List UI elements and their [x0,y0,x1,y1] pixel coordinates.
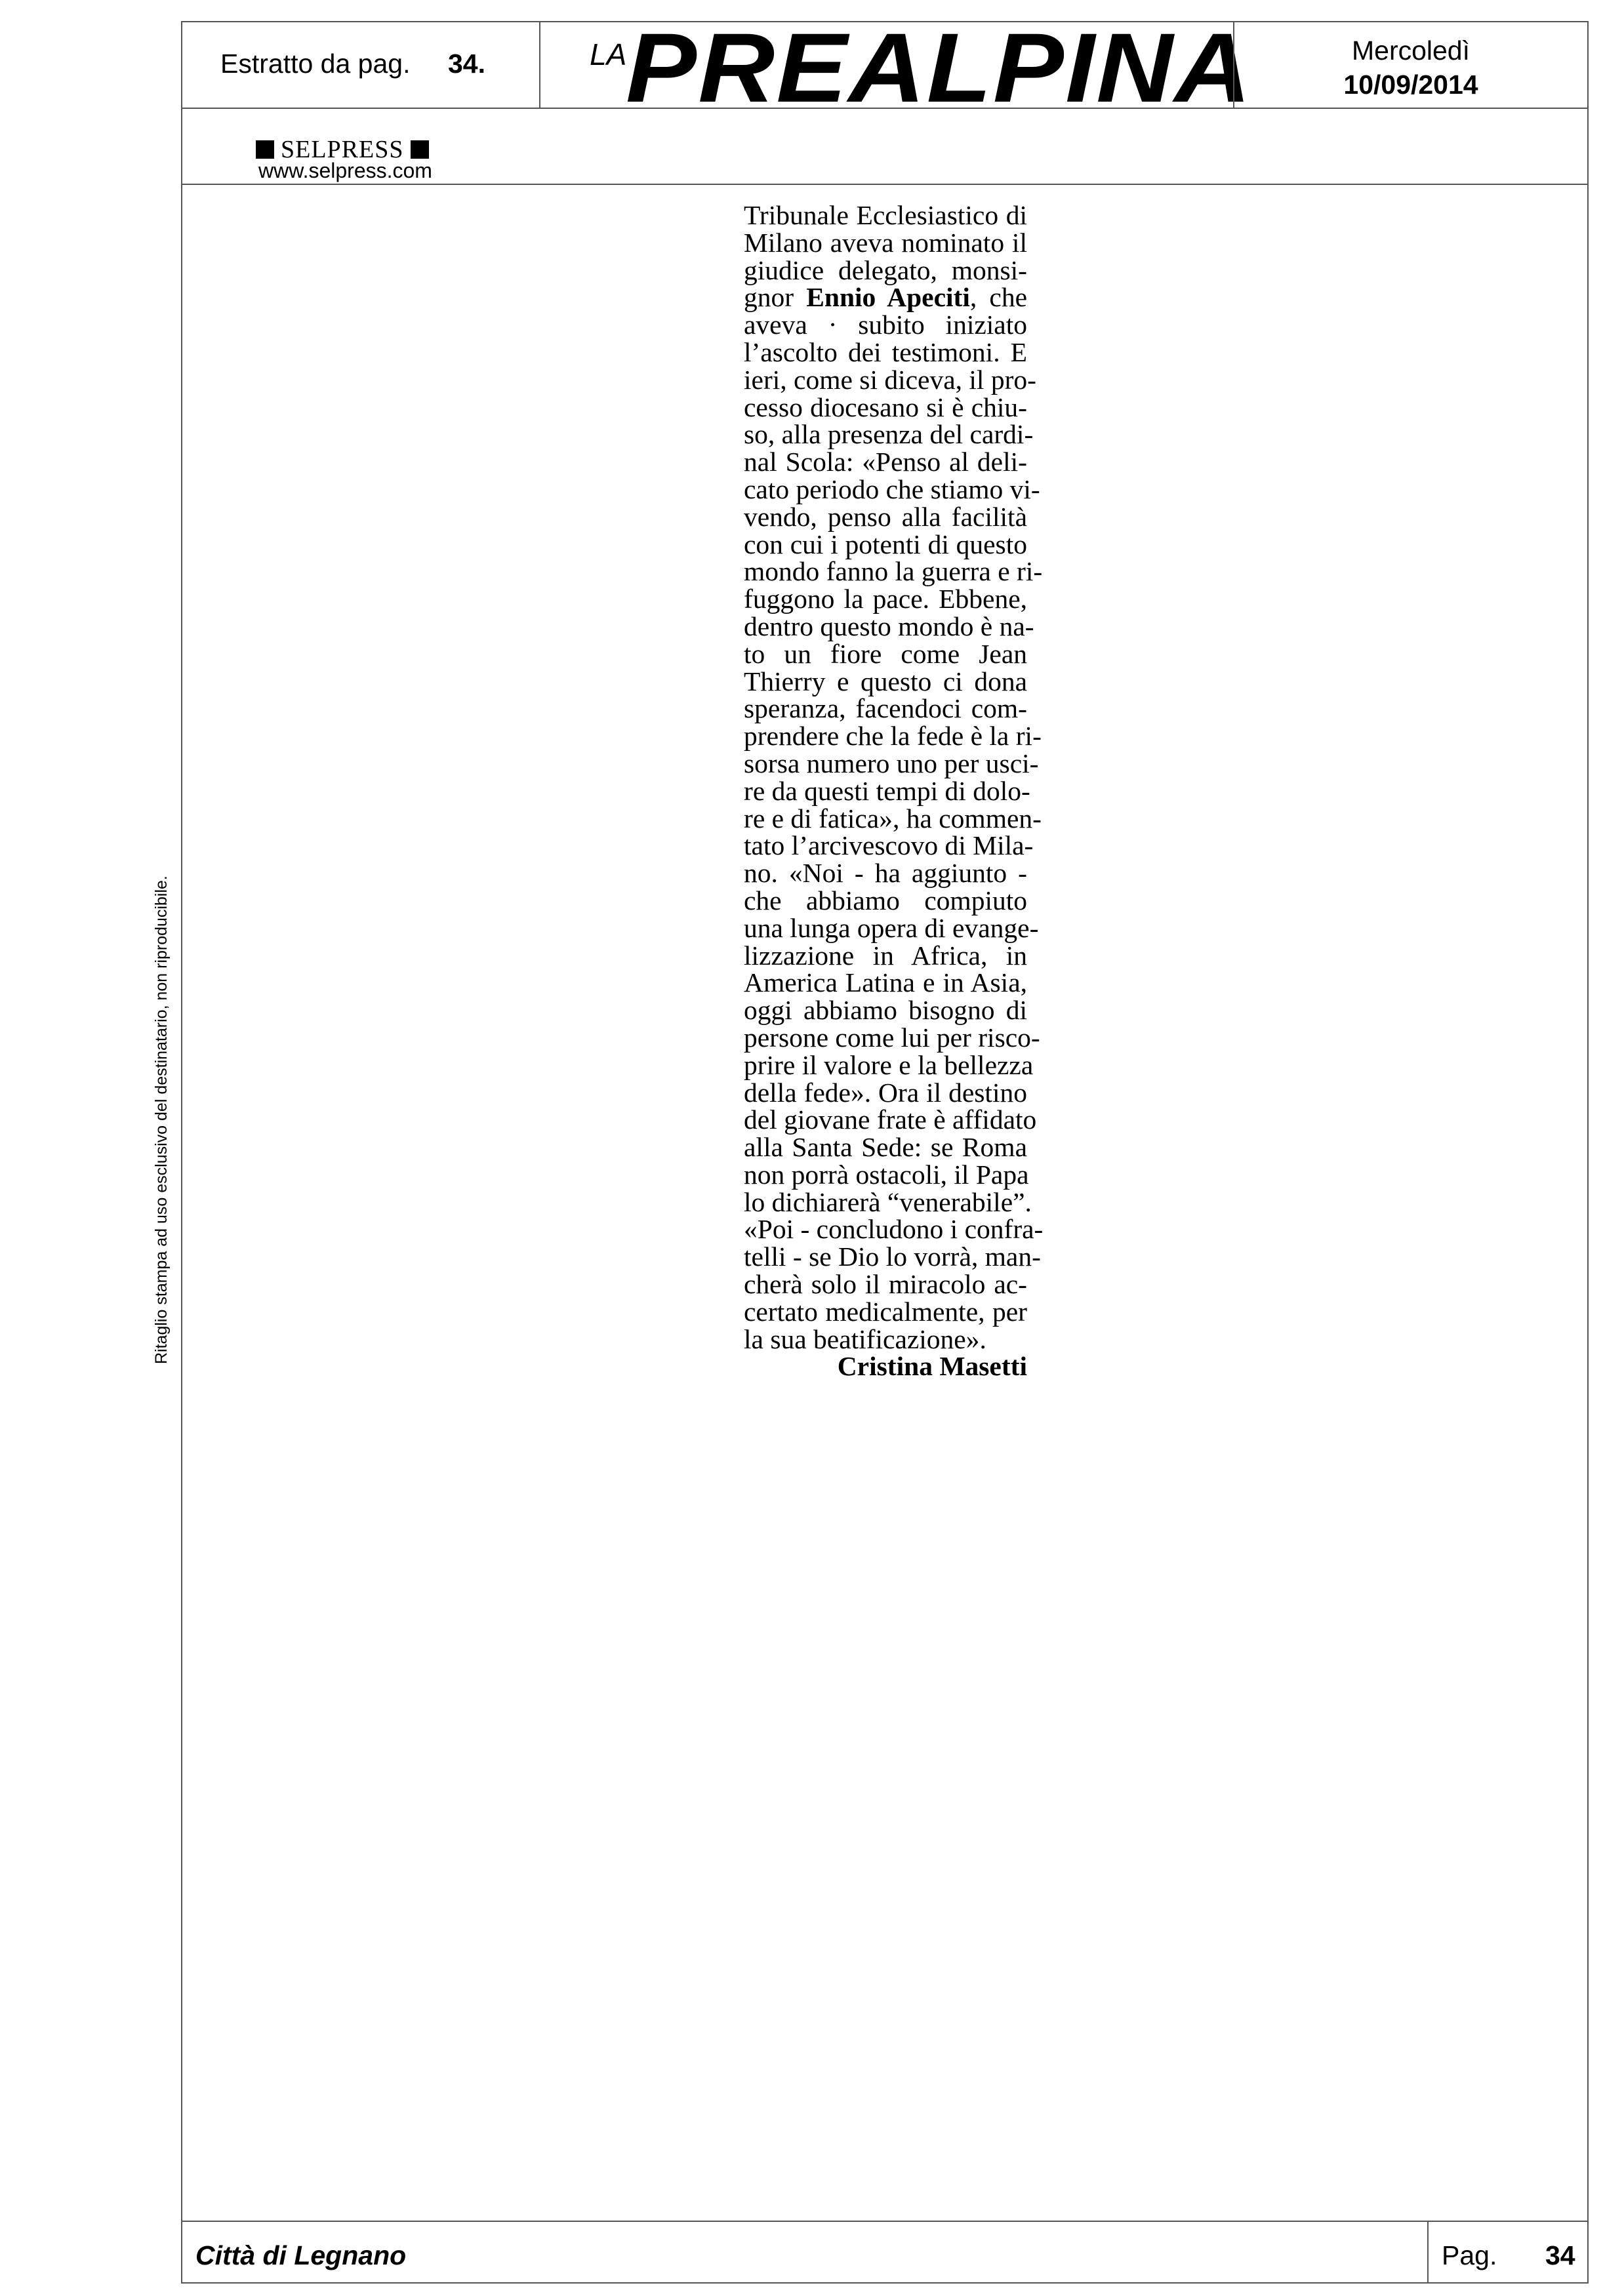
article-line: Tribunale Ecclesiastico di [744,200,1027,230]
article-line: alla Santa Sede: se Roma [744,1132,1027,1163]
agency-url: www.selpress.com [258,159,432,182]
article-line: Thierry e questo ci dona [744,666,1027,696]
article-line: la sua beatificazione». [744,1323,986,1354]
article-line: Milano aveva nominato il [744,227,1027,258]
article-line: nal Scola: «Penso al deli- [744,447,1027,477]
article-line: no. «Noi - ha aggiunto - [744,858,1027,889]
article-line: to un fiore come Jean [744,638,1027,669]
article-line: cesso diocesano si è chiu- [744,392,1027,422]
extract-label: Estratto da pag. [220,49,411,79]
header-extract-box [181,21,540,109]
copyright-note: Ritaglio stampa ad uso esclusivo del destinatario, non riproducibile. [152,876,171,1364]
square-icon [411,140,429,159]
article-line: non porrà ostacoli, il Papa [744,1159,1029,1190]
article-line-start: gnor [744,282,807,313]
article-line: lizzazione in Africa, in [744,940,1027,971]
article-line: una lunga opera di evange- [744,912,1039,943]
newspaper-logo: PREALPINA [626,12,1253,123]
article-line: mondo fanno la guerra e ri- [744,556,1043,587]
extract-page-number: 34. [448,49,485,79]
article-line: che abbiamo compiuto [744,885,1027,916]
article-line: giudice delegato, monsi- [744,254,1027,285]
article-column [744,200,1044,1382]
page-label: Pag. [1442,2240,1497,2270]
article-line: re da questi tempi di dolo- [744,775,1030,806]
article-line: fuggono la pace. Ebbene, [744,584,1027,614]
article-line: tato l’arcivescovo di Mila- [744,830,1034,861]
article-line: del giovane frate è affidato [744,1104,1037,1135]
logo-prefix: LA [590,37,627,71]
article-line: so, alla presenza del cardi- [744,419,1034,450]
article-line: con cui i potenti di questo [744,529,1027,559]
article-line: sorsa numero uno per usci- [744,748,1039,778]
article-author: Cristina Masetti [837,1351,1027,1382]
agency-row [181,108,1589,185]
square-icon [256,140,274,159]
article-line: telli - se Dio lo vorrà, man- [744,1241,1041,1272]
page-number: 34 [1545,2240,1575,2270]
publication-day: Mercoledì [1351,35,1470,66]
article-line: aveva · subito iniziato [744,310,1027,340]
article-line: re e di fatica», ha commen- [744,803,1042,834]
article-line: vendo, penso alla facilità [744,501,1027,532]
footer-page-box [1427,2221,1589,2284]
article-line: America Latina e in Asia, [744,967,1027,998]
agency-name: SELPRESS [281,136,404,163]
article-line: persone come lui per risco- [744,1022,1040,1053]
header-date-box [1233,21,1589,109]
article-line: prendere che la fede è la ri- [744,721,1042,752]
article-line: dentro questo mondo è na- [744,611,1034,641]
article-line: «Poi - concludono i confra- [744,1214,1044,1245]
publication-date: 10/09/2014 [1343,70,1478,100]
article-line: della fede». Ora il destino [744,1077,1027,1108]
article-line-end: , che [969,282,1027,313]
article-line: cato periodo che stiamo vi- [744,473,1040,504]
article-line: prire il valore e la bellezza [744,1049,1034,1080]
article-line: l’ascolto dei testimoni. E [744,336,1027,367]
article-line-with-name [744,284,1027,312]
article-line: lo dichiarerà “venerabile”. [744,1186,1032,1217]
article-line: certato medicalmente, per [744,1296,1027,1327]
newspaper-logo-box [539,12,1253,123]
article-line: speranza, facendoci com- [744,693,1027,724]
section-name: Città di Legnano [195,2240,407,2270]
article-line: ieri, come si diceva, il pro- [744,364,1036,395]
article-line: cherà solo il miracolo ac- [744,1269,1027,1300]
article-line: oggi abbiamo bisogno di [744,995,1027,1026]
person-name: Ennio Apeciti [806,282,970,313]
footer-section-box [181,2221,1429,2284]
